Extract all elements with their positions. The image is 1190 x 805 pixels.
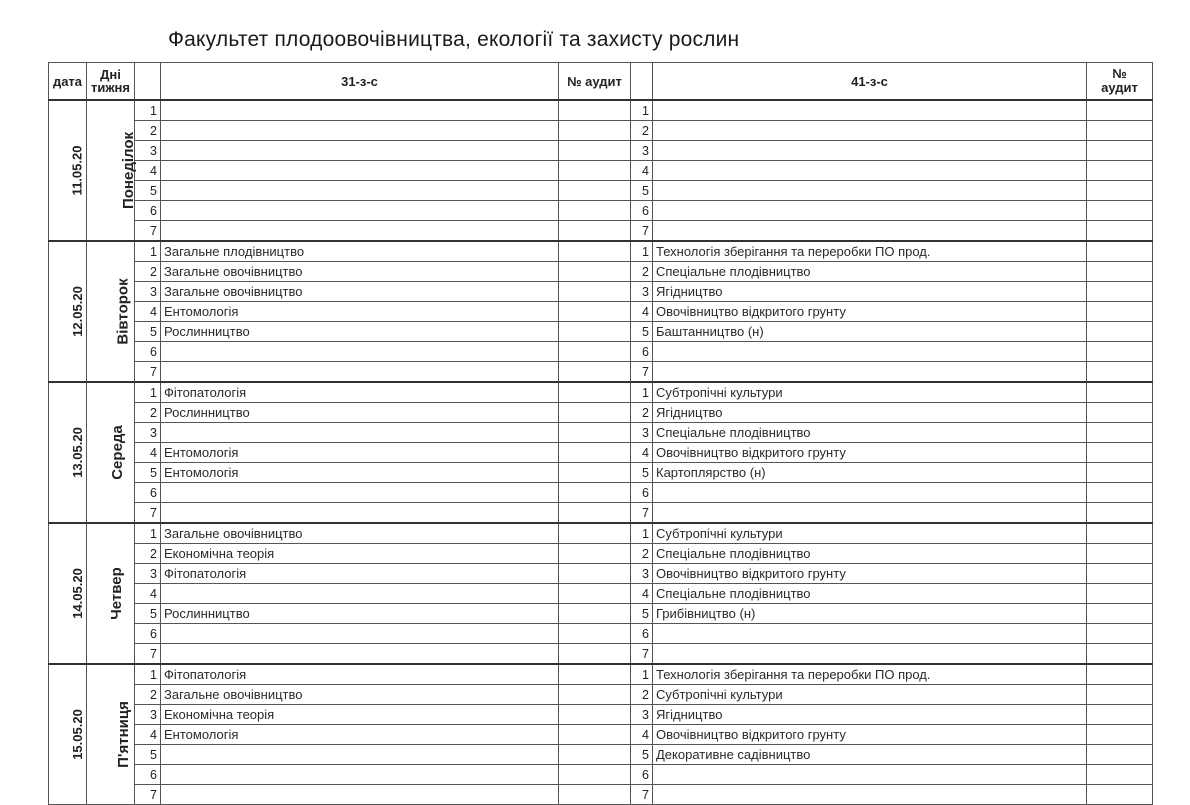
subject-31zs: Фітопатологія — [161, 664, 559, 685]
lesson-number-31zs: 3 — [135, 564, 161, 584]
lesson-number-31zs: 6 — [135, 483, 161, 503]
subject-31zs — [161, 362, 559, 383]
subject-31zs — [161, 624, 559, 644]
auditorium-31zs — [559, 685, 631, 705]
lesson-number-41zs: 4 — [631, 302, 653, 322]
lesson-row — [49, 644, 1153, 665]
subject-31zs — [161, 785, 559, 805]
auditorium-41zs — [1087, 685, 1153, 705]
lesson-number-31zs: 7 — [135, 644, 161, 665]
auditorium-41zs — [1087, 161, 1153, 181]
lesson-row — [49, 685, 1153, 705]
lesson-row — [49, 362, 1153, 383]
auditorium-31zs — [559, 443, 631, 463]
auditorium-31zs — [559, 423, 631, 443]
schedule-table — [48, 62, 1153, 805]
subject-31zs: Ентомологія — [161, 443, 559, 463]
subject-41zs — [653, 503, 1087, 524]
header-day-line2: тижня — [90, 80, 130, 95]
auditorium-31zs — [559, 241, 631, 262]
lesson-number-31zs: 6 — [135, 342, 161, 362]
page-title: Факультет плодоовочівництва, екології та захисту рослин — [168, 28, 740, 51]
lesson-row — [49, 483, 1153, 503]
day-name-cell — [87, 382, 135, 523]
lesson-row — [49, 604, 1153, 624]
auditorium-41zs — [1087, 503, 1153, 524]
subject-41zs — [653, 483, 1087, 503]
auditorium-31zs — [559, 765, 631, 785]
header-day — [87, 63, 135, 101]
auditorium-41zs — [1087, 725, 1153, 745]
lesson-number-31zs: 4 — [135, 443, 161, 463]
header-aud-31zs: № аудит — [559, 63, 631, 101]
lesson-number-31zs: 2 — [135, 262, 161, 282]
lesson-row — [49, 705, 1153, 725]
lesson-number-41zs: 1 — [631, 241, 653, 262]
lesson-row — [49, 141, 1153, 161]
subject-31zs — [161, 161, 559, 181]
lesson-number-31zs: 3 — [135, 282, 161, 302]
auditorium-41zs — [1087, 141, 1153, 161]
auditorium-41zs — [1087, 564, 1153, 584]
auditorium-41zs — [1087, 644, 1153, 665]
subject-31zs: Фітопатологія — [161, 382, 559, 403]
day-name-cell — [87, 100, 138, 241]
lesson-number-41zs: 7 — [631, 785, 653, 805]
auditorium-41zs — [1087, 584, 1153, 604]
auditorium-41zs — [1087, 121, 1153, 141]
subject-31zs: Загальне овочівництво — [161, 523, 559, 544]
schedule-sheet — [48, 62, 1152, 802]
day-name: Понеділок — [120, 131, 138, 210]
auditorium-41zs — [1087, 443, 1153, 463]
subject-41zs — [653, 624, 1087, 644]
auditorium-31zs — [559, 262, 631, 282]
auditorium-41zs — [1087, 785, 1153, 805]
lesson-number-31zs: 6 — [135, 624, 161, 644]
subject-31zs — [161, 584, 559, 604]
subject-31zs: Рослинництво — [161, 322, 559, 342]
subject-41zs — [653, 644, 1087, 665]
header-num1 — [135, 63, 161, 101]
auditorium-41zs — [1087, 201, 1153, 221]
subject-41zs — [653, 221, 1087, 242]
day-date-cell — [49, 382, 87, 523]
lesson-row — [49, 262, 1153, 282]
lesson-row — [49, 403, 1153, 423]
day-date: 13.05.20 — [69, 427, 85, 478]
subject-31zs — [161, 503, 559, 524]
subject-41zs — [653, 181, 1087, 201]
lesson-number-41zs: 7 — [631, 503, 653, 524]
lesson-row — [49, 463, 1153, 483]
lesson-row — [49, 443, 1153, 463]
lesson-row — [49, 785, 1153, 805]
lesson-row — [49, 221, 1153, 242]
auditorium-31zs — [559, 161, 631, 181]
lesson-number-41zs: 1 — [631, 382, 653, 403]
lesson-row — [49, 302, 1153, 322]
lesson-number-31zs: 7 — [135, 362, 161, 383]
lesson-number-41zs: 7 — [631, 644, 653, 665]
subject-41zs: Спеціальне плодівництво — [653, 423, 1087, 443]
auditorium-41zs — [1087, 362, 1153, 383]
lesson-number-31zs: 3 — [135, 423, 161, 443]
subject-41zs: Ягідництво — [653, 403, 1087, 423]
lesson-number-31zs: 6 — [135, 201, 161, 221]
subject-41zs — [653, 161, 1087, 181]
subject-41zs — [653, 100, 1087, 121]
header-aud2-line1: № — [1112, 66, 1127, 81]
auditorium-41zs — [1087, 403, 1153, 423]
lesson-row — [49, 765, 1153, 785]
subject-41zs: Ягідництво — [653, 282, 1087, 302]
auditorium-41zs — [1087, 322, 1153, 342]
auditorium-31zs — [559, 664, 631, 685]
lesson-row — [49, 322, 1153, 342]
auditorium-31zs — [559, 584, 631, 604]
lesson-number-41zs: 3 — [631, 705, 653, 725]
lesson-number-31zs: 4 — [135, 725, 161, 745]
subject-41zs: Субтропічні культури — [653, 523, 1087, 544]
lesson-number-41zs: 2 — [631, 121, 653, 141]
lesson-row — [49, 241, 1153, 262]
auditorium-31zs — [559, 564, 631, 584]
auditorium-31zs — [559, 503, 631, 524]
subject-41zs — [653, 362, 1087, 383]
lesson-number-31zs: 2 — [135, 121, 161, 141]
lesson-number-41zs: 2 — [631, 403, 653, 423]
auditorium-31zs — [559, 785, 631, 805]
subject-31zs: Фітопатологія — [161, 564, 559, 584]
lesson-number-41zs: 2 — [631, 685, 653, 705]
auditorium-31zs — [559, 745, 631, 765]
auditorium-31zs — [559, 282, 631, 302]
subject-31zs — [161, 141, 559, 161]
lesson-number-41zs: 4 — [631, 584, 653, 604]
auditorium-41zs — [1087, 745, 1153, 765]
auditorium-41zs — [1087, 342, 1153, 362]
auditorium-31zs — [559, 705, 631, 725]
day-date-cell — [49, 664, 87, 805]
lesson-number-41zs: 6 — [631, 201, 653, 221]
lesson-number-31zs: 5 — [135, 745, 161, 765]
subject-31zs — [161, 221, 559, 242]
auditorium-31zs — [559, 725, 631, 745]
subject-41zs — [653, 765, 1087, 785]
lesson-number-41zs: 4 — [631, 161, 653, 181]
auditorium-31zs — [559, 342, 631, 362]
lesson-number-41zs: 4 — [631, 443, 653, 463]
subject-31zs: Загальне овочівництво — [161, 282, 559, 302]
lesson-number-31zs: 1 — [135, 382, 161, 403]
subject-31zs: Загальне плодівництво — [161, 241, 559, 262]
subject-41zs — [653, 121, 1087, 141]
lesson-number-31zs: 7 — [135, 221, 161, 242]
auditorium-31zs — [559, 544, 631, 564]
lesson-number-41zs: 3 — [631, 141, 653, 161]
day-date: 11.05.20 — [69, 145, 85, 196]
subject-41zs: Овочівництво відкритого грунту — [653, 443, 1087, 463]
day-name: Середа — [108, 425, 126, 480]
subject-41zs: Спеціальне плодівництво — [653, 544, 1087, 564]
lesson-number-31zs: 4 — [135, 302, 161, 322]
auditorium-41zs — [1087, 705, 1153, 725]
subject-31zs: Ентомологія — [161, 302, 559, 322]
day-date-cell — [49, 523, 87, 664]
lesson-number-31zs: 7 — [135, 503, 161, 524]
auditorium-31zs — [559, 523, 631, 544]
day-name: П'ятниця — [114, 701, 132, 768]
lesson-number-41zs: 6 — [631, 483, 653, 503]
subject-31zs: Загальне овочівництво — [161, 262, 559, 282]
header-group-41zs: 41-з-с — [653, 63, 1087, 101]
auditorium-41zs — [1087, 382, 1153, 403]
subject-41zs: Субтропічні культури — [653, 382, 1087, 403]
auditorium-41zs — [1087, 463, 1153, 483]
subject-41zs — [653, 141, 1087, 161]
day-date-cell — [49, 100, 87, 241]
lesson-number-41zs: 1 — [631, 523, 653, 544]
lesson-row — [49, 725, 1153, 745]
day-name: Четвер — [107, 567, 125, 620]
lesson-number-41zs: 7 — [631, 362, 653, 383]
subject-41zs: Декоративне садівництво — [653, 745, 1087, 765]
auditorium-31zs — [559, 604, 631, 624]
lesson-row — [49, 745, 1153, 765]
auditorium-31zs — [559, 644, 631, 665]
lesson-number-41zs: 5 — [631, 745, 653, 765]
subject-31zs: Економічна теорія — [161, 544, 559, 564]
subject-41zs — [653, 201, 1087, 221]
auditorium-31zs — [559, 382, 631, 403]
subject-31zs — [161, 100, 559, 121]
subject-41zs: Овочівництво відкритого грунту — [653, 302, 1087, 322]
auditorium-41zs — [1087, 604, 1153, 624]
lesson-number-31zs: 7 — [135, 785, 161, 805]
lesson-number-41zs: 1 — [631, 664, 653, 685]
day-date-cell — [49, 241, 87, 382]
subject-41zs: Картоплярство (н) — [653, 463, 1087, 483]
auditorium-41zs — [1087, 523, 1153, 544]
auditorium-41zs — [1087, 664, 1153, 685]
auditorium-41zs — [1087, 181, 1153, 201]
lesson-row — [49, 181, 1153, 201]
header-day-line1: Дні — [100, 67, 121, 82]
subject-41zs: Баштанництво (н) — [653, 322, 1087, 342]
day-name-cell — [87, 664, 135, 805]
subject-41zs — [653, 785, 1087, 805]
lesson-number-41zs: 3 — [631, 564, 653, 584]
auditorium-31zs — [559, 463, 631, 483]
subject-31zs — [161, 121, 559, 141]
day-name: Вівторок — [114, 278, 132, 345]
subject-41zs: Овочівництво відкритого грунту — [653, 725, 1087, 745]
subject-31zs: Економічна теорія — [161, 705, 559, 725]
lesson-row — [49, 121, 1153, 141]
auditorium-31zs — [559, 403, 631, 423]
lesson-row — [49, 624, 1153, 644]
subject-31zs: Ентомологія — [161, 463, 559, 483]
lesson-row — [49, 282, 1153, 302]
subject-31zs — [161, 745, 559, 765]
lesson-number-31zs: 5 — [135, 322, 161, 342]
auditorium-41zs — [1087, 624, 1153, 644]
lesson-number-31zs: 6 — [135, 765, 161, 785]
lesson-row — [49, 100, 1153, 121]
subject-31zs: Рослинництво — [161, 604, 559, 624]
auditorium-31zs — [559, 221, 631, 242]
lesson-row — [49, 523, 1153, 544]
lesson-number-41zs: 6 — [631, 624, 653, 644]
auditorium-41zs — [1087, 423, 1153, 443]
lesson-number-41zs: 2 — [631, 544, 653, 564]
day-date: 12.05.20 — [69, 286, 85, 337]
schedule-body — [49, 100, 1153, 805]
auditorium-41zs — [1087, 282, 1153, 302]
header-num2 — [631, 63, 653, 101]
subject-31zs — [161, 181, 559, 201]
lesson-number-41zs: 5 — [631, 181, 653, 201]
subject-31zs — [161, 483, 559, 503]
auditorium-31zs — [559, 302, 631, 322]
lesson-number-31zs: 5 — [135, 181, 161, 201]
lesson-row — [49, 382, 1153, 403]
lesson-row — [49, 564, 1153, 584]
header-aud-41zs — [1087, 63, 1153, 101]
lesson-row — [49, 544, 1153, 564]
auditorium-31zs — [559, 141, 631, 161]
lesson-number-41zs: 1 — [631, 100, 653, 121]
auditorium-31zs — [559, 201, 631, 221]
lesson-number-31zs: 3 — [135, 141, 161, 161]
auditorium-41zs — [1087, 262, 1153, 282]
lesson-number-31zs: 5 — [135, 463, 161, 483]
subject-41zs: Ягідництво — [653, 705, 1087, 725]
auditorium-41zs — [1087, 241, 1153, 262]
subject-31zs — [161, 423, 559, 443]
subject-31zs — [161, 765, 559, 785]
header-date: дата — [49, 63, 87, 101]
lesson-number-41zs: 3 — [631, 423, 653, 443]
lesson-number-31zs: 5 — [135, 604, 161, 624]
lesson-number-31zs: 4 — [135, 161, 161, 181]
lesson-number-31zs: 2 — [135, 403, 161, 423]
subject-31zs: Рослинництво — [161, 403, 559, 423]
subject-41zs: Технологія зберігання та переробки ПО прод. — [653, 241, 1087, 262]
subject-41zs: Овочівництво відкритого грунту — [653, 564, 1087, 584]
auditorium-31zs — [559, 100, 631, 121]
auditorium-41zs — [1087, 302, 1153, 322]
subject-41zs: Спеціальне плодівництво — [653, 262, 1087, 282]
subject-41zs: Грибівництво (н) — [653, 604, 1087, 624]
header-group-31zs: 31-з-с — [161, 63, 559, 101]
subject-31zs — [161, 644, 559, 665]
day-date: 15.05.20 — [69, 709, 85, 760]
lesson-row — [49, 503, 1153, 524]
day-name-cell — [87, 241, 135, 382]
lesson-number-31zs: 4 — [135, 584, 161, 604]
subject-31zs: Ентомологія — [161, 725, 559, 745]
day-name-cell — [87, 523, 135, 664]
auditorium-41zs — [1087, 100, 1153, 121]
subject-41zs: Спеціальне плодівництво — [653, 584, 1087, 604]
subject-31zs: Загальне овочівництво — [161, 685, 559, 705]
auditorium-41zs — [1087, 483, 1153, 503]
lesson-row — [49, 201, 1153, 221]
auditorium-31zs — [559, 121, 631, 141]
lesson-number-31zs: 1 — [135, 100, 161, 121]
auditorium-31zs — [559, 322, 631, 342]
lesson-number-41zs: 4 — [631, 725, 653, 745]
lesson-number-31zs: 1 — [135, 664, 161, 685]
auditorium-41zs — [1087, 221, 1153, 242]
auditorium-41zs — [1087, 544, 1153, 564]
auditorium-31zs — [559, 483, 631, 503]
auditorium-31zs — [559, 362, 631, 383]
header-row — [49, 63, 1153, 101]
lesson-number-41zs: 5 — [631, 322, 653, 342]
day-date: 14.05.20 — [69, 568, 85, 619]
subject-31zs — [161, 201, 559, 221]
lesson-row — [49, 342, 1153, 362]
lesson-number-31zs: 2 — [135, 685, 161, 705]
lesson-number-41zs: 7 — [631, 221, 653, 242]
lesson-number-31zs: 3 — [135, 705, 161, 725]
lesson-row — [49, 584, 1153, 604]
lesson-row — [49, 664, 1153, 685]
subject-41zs — [653, 342, 1087, 362]
lesson-number-41zs: 6 — [631, 342, 653, 362]
subject-31zs — [161, 342, 559, 362]
lesson-number-41zs: 6 — [631, 765, 653, 785]
lesson-number-41zs: 5 — [631, 463, 653, 483]
header-aud2-line2: аудит — [1101, 80, 1138, 95]
auditorium-31zs — [559, 181, 631, 201]
lesson-number-41zs: 3 — [631, 282, 653, 302]
lesson-number-31zs: 2 — [135, 544, 161, 564]
lesson-number-31zs: 1 — [135, 523, 161, 544]
lesson-row — [49, 161, 1153, 181]
auditorium-31zs — [559, 624, 631, 644]
lesson-row — [49, 423, 1153, 443]
subject-41zs: Субтропічні культури — [653, 685, 1087, 705]
lesson-number-41zs: 5 — [631, 604, 653, 624]
subject-41zs: Технологія зберігання та переробки ПО прод. — [653, 664, 1087, 685]
lesson-number-41zs: 2 — [631, 262, 653, 282]
lesson-number-31zs: 1 — [135, 241, 161, 262]
auditorium-41zs — [1087, 765, 1153, 785]
